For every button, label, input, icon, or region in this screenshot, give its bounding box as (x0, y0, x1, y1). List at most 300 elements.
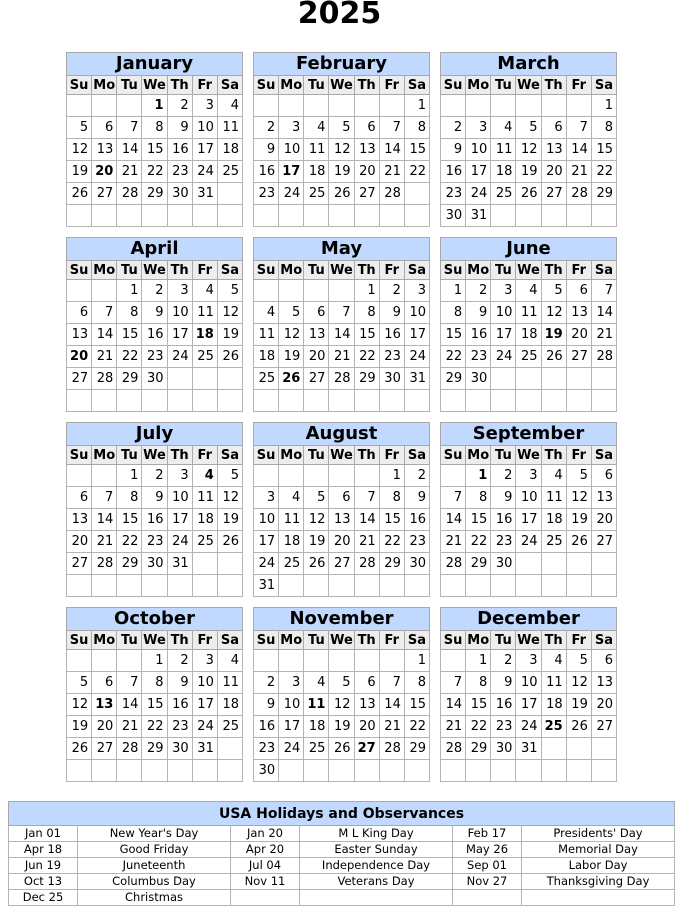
weekday-header: Fr (379, 631, 404, 650)
day-cell: 24 (404, 346, 429, 368)
day-cell: 28 (354, 553, 379, 575)
day-cell: 28 (117, 183, 142, 205)
day-cell: 4 (254, 302, 279, 324)
day-cell: 11 (541, 487, 566, 509)
empty-cell (566, 738, 591, 760)
empty-cell (404, 390, 429, 412)
day-cell: 21 (379, 716, 404, 738)
day-cell: 29 (441, 368, 466, 390)
weekday-header: Mo (280, 77, 303, 93)
day-cell: 27 (92, 738, 117, 760)
empty-cell (254, 95, 279, 117)
empty-cell (516, 760, 541, 782)
empty-cell (279, 280, 304, 302)
day-cell: 19 (516, 161, 541, 183)
day-cell: 19 (329, 716, 354, 738)
day-cell: 11 (516, 302, 541, 324)
empty-cell (329, 760, 354, 782)
day-cell: 2 (142, 280, 167, 302)
weekday-header: Tu (117, 446, 142, 465)
empty-cell (441, 390, 466, 412)
holiday-row (9, 874, 675, 890)
day-cell: 22 (379, 531, 404, 553)
day-cell: 27 (92, 183, 117, 205)
empty-cell (516, 368, 541, 390)
weekday-header: Fr (192, 446, 217, 465)
weekday-header: Mo (467, 262, 490, 278)
day-cell: 20 (566, 324, 591, 346)
day-cell: 5 (217, 465, 242, 487)
holiday-date: May 26 (453, 842, 522, 858)
day-cell: 25 (192, 531, 217, 553)
day-cell: 21 (117, 716, 142, 738)
empty-cell (304, 95, 329, 117)
day-cell: 28 (566, 183, 591, 205)
holiday-name: Juneteenth (78, 858, 231, 874)
empty-cell (92, 280, 117, 302)
day-cell: 25 (279, 553, 304, 575)
day-cell: 13 (92, 139, 117, 161)
day-cell: 18 (516, 324, 541, 346)
day-cell: 21 (379, 161, 404, 183)
day-cell: 15 (404, 694, 429, 716)
day-cell: 15 (354, 324, 379, 346)
empty-cell (117, 390, 142, 412)
empty-cell (304, 390, 329, 412)
day-cell: 1 (142, 650, 167, 672)
day-cell: 12 (67, 694, 92, 716)
day-cell: 2 (491, 465, 516, 487)
empty-cell (379, 205, 404, 227)
month-name: July (67, 423, 243, 446)
empty-cell (566, 553, 591, 575)
day-cell: 15 (466, 509, 491, 531)
day-cell: 31 (404, 368, 429, 390)
weekday-header: Sa (404, 76, 429, 95)
day-cell: 20 (304, 346, 329, 368)
day-cell: 24 (254, 553, 279, 575)
day-cell: 4 (516, 280, 541, 302)
weekday-header: Fr (379, 446, 404, 465)
day-cell: 9 (142, 302, 167, 324)
empty-cell (404, 575, 429, 597)
day-cell: 18 (217, 139, 242, 161)
day-cell: 14 (92, 509, 117, 531)
day-cell: 3 (516, 650, 541, 672)
day-cell: 20 (541, 161, 566, 183)
day-cell: 13 (329, 509, 354, 531)
day-cell: 30 (142, 368, 167, 390)
empty-cell (354, 390, 379, 412)
holiday-date: Sep 01 (453, 858, 522, 874)
empty-cell (541, 760, 566, 782)
day-cell: 6 (304, 302, 329, 324)
empty-cell (67, 95, 92, 117)
day-cell: 9 (491, 672, 516, 694)
month-november (253, 607, 430, 782)
day-cell: 10 (167, 487, 192, 509)
day-cell: 17 (516, 509, 541, 531)
day-cell: 1 (466, 650, 491, 672)
empty-cell (379, 760, 404, 782)
empty-cell (522, 890, 675, 906)
day-cell: 2 (167, 650, 192, 672)
month-name: February (254, 53, 430, 76)
weekday-header: We (143, 77, 166, 93)
empty-cell (591, 205, 616, 227)
empty-cell (541, 205, 566, 227)
day-cell: 22 (142, 716, 167, 738)
empty-cell (192, 553, 217, 575)
day-cell: 15 (404, 139, 429, 161)
month-name: December (441, 608, 617, 631)
empty-cell (279, 465, 304, 487)
empty-cell (217, 553, 242, 575)
day-cell: 3 (279, 117, 304, 139)
holiday-name: New Year's Day (78, 826, 231, 842)
day-cell: 20 (67, 531, 92, 553)
day-cell: 12 (217, 487, 242, 509)
day-cell: 3 (516, 465, 541, 487)
day-cell: 14 (441, 694, 466, 716)
weekday-header: Su (441, 261, 466, 280)
day-cell: 13 (304, 324, 329, 346)
day-cell: 8 (591, 117, 616, 139)
day-cell: 29 (142, 738, 167, 760)
day-cell: 19 (541, 324, 566, 346)
empty-cell (92, 575, 117, 597)
weekday-header: Tu (491, 631, 516, 650)
empty-cell (92, 465, 117, 487)
day-cell: 18 (541, 694, 566, 716)
day-cell: 22 (117, 346, 142, 368)
day-cell: 22 (404, 716, 429, 738)
day-cell: 4 (279, 487, 304, 509)
empty-cell (491, 575, 516, 597)
day-cell: 5 (516, 117, 541, 139)
empty-cell (354, 95, 379, 117)
day-cell: 13 (354, 139, 379, 161)
day-cell: 13 (354, 694, 379, 716)
day-cell: 7 (117, 672, 142, 694)
weekday-header: Tu (117, 76, 142, 95)
day-cell: 21 (441, 716, 466, 738)
day-cell: 14 (566, 139, 591, 161)
empty-cell (354, 205, 379, 227)
weekday-header: Sa (404, 261, 429, 280)
day-cell: 25 (541, 716, 566, 738)
day-cell: 17 (516, 694, 541, 716)
empty-cell (541, 390, 566, 412)
holiday-row (9, 842, 675, 858)
empty-cell (167, 205, 192, 227)
day-cell: 9 (142, 487, 167, 509)
month-july (66, 422, 243, 597)
month-october (66, 607, 243, 782)
day-cell: 29 (466, 738, 491, 760)
weekday-header: Tu (117, 261, 142, 280)
weekday-header: Su (67, 631, 92, 650)
month-name: August (254, 423, 430, 446)
day-cell: 2 (254, 117, 279, 139)
empty-cell (231, 890, 300, 906)
holiday-date: Feb 17 (453, 826, 522, 842)
weekday-header: Fr (566, 446, 591, 465)
weekday-header: Tu (491, 446, 516, 465)
day-cell: 11 (217, 117, 242, 139)
empty-cell (379, 575, 404, 597)
day-cell: 20 (591, 694, 616, 716)
empty-cell (453, 890, 522, 906)
empty-cell (566, 390, 591, 412)
day-cell: 3 (167, 465, 192, 487)
day-cell: 14 (441, 509, 466, 531)
day-cell: 1 (142, 95, 167, 117)
empty-cell (192, 205, 217, 227)
day-cell: 24 (192, 161, 217, 183)
day-cell: 25 (541, 531, 566, 553)
day-cell: 3 (254, 487, 279, 509)
day-cell: 18 (304, 161, 329, 183)
day-cell: 29 (117, 368, 142, 390)
day-cell: 8 (117, 302, 142, 324)
day-cell: 31 (167, 553, 192, 575)
empty-cell (167, 760, 192, 782)
day-cell: 7 (566, 117, 591, 139)
empty-cell (354, 650, 379, 672)
day-cell: 31 (192, 738, 217, 760)
day-cell: 12 (329, 694, 354, 716)
empty-cell (541, 738, 566, 760)
day-cell: 26 (217, 346, 242, 368)
holiday-name: Independence Day (300, 858, 453, 874)
weekday-header: We (517, 262, 540, 278)
day-cell: 17 (279, 716, 304, 738)
day-cell: 11 (304, 694, 329, 716)
day-cell: 21 (92, 346, 117, 368)
day-cell: 22 (354, 346, 379, 368)
weekday-header: Th (354, 261, 379, 280)
day-cell: 25 (491, 183, 516, 205)
month-name: June (441, 238, 617, 261)
empty-cell (379, 390, 404, 412)
day-cell: 29 (404, 738, 429, 760)
empty-cell (279, 205, 304, 227)
weekday-header: We (517, 447, 540, 463)
empty-cell (541, 368, 566, 390)
day-cell: 1 (404, 650, 429, 672)
day-cell: 20 (329, 531, 354, 553)
day-cell: 14 (329, 324, 354, 346)
empty-cell (541, 553, 566, 575)
empty-cell (354, 760, 379, 782)
month-march (440, 52, 617, 227)
weekday-header: Th (354, 446, 379, 465)
empty-cell (117, 760, 142, 782)
day-cell: 14 (379, 139, 404, 161)
day-cell: 8 (117, 487, 142, 509)
weekday-header: Mo (467, 77, 490, 93)
empty-cell (466, 575, 491, 597)
empty-cell (217, 575, 242, 597)
day-cell: 25 (254, 368, 279, 390)
empty-cell (591, 368, 616, 390)
holiday-date: Apr 20 (231, 842, 300, 858)
weekday-header: Sa (217, 261, 242, 280)
empty-cell (329, 575, 354, 597)
day-cell: 5 (566, 650, 591, 672)
month-june (440, 237, 617, 412)
day-cell: 6 (354, 672, 379, 694)
day-cell: 27 (566, 346, 591, 368)
day-cell: 21 (117, 161, 142, 183)
day-cell: 5 (279, 302, 304, 324)
day-cell: 28 (379, 738, 404, 760)
day-cell: 3 (192, 650, 217, 672)
day-cell: 13 (591, 672, 616, 694)
holiday-date: Jan 20 (231, 826, 300, 842)
day-cell: 16 (167, 694, 192, 716)
day-cell: 24 (516, 531, 541, 553)
day-cell: 15 (466, 694, 491, 716)
day-cell: 4 (491, 117, 516, 139)
empty-cell (67, 575, 92, 597)
day-cell: 7 (117, 117, 142, 139)
day-cell: 6 (67, 302, 92, 324)
empty-cell (92, 205, 117, 227)
empty-cell (329, 205, 354, 227)
empty-cell (491, 95, 516, 117)
day-cell: 23 (404, 531, 429, 553)
day-cell: 14 (379, 694, 404, 716)
day-cell: 1 (591, 95, 616, 117)
day-cell: 1 (441, 280, 466, 302)
day-cell: 21 (329, 346, 354, 368)
day-cell: 29 (379, 553, 404, 575)
day-cell: 27 (354, 183, 379, 205)
day-cell: 26 (566, 716, 591, 738)
day-cell: 2 (142, 465, 167, 487)
day-cell: 17 (491, 324, 516, 346)
day-cell: 30 (379, 368, 404, 390)
day-cell: 10 (192, 672, 217, 694)
day-cell: 6 (591, 465, 616, 487)
day-cell: 27 (354, 738, 379, 760)
weekday-header: We (143, 632, 166, 648)
day-cell: 26 (541, 346, 566, 368)
holiday-name: Labor Day (522, 858, 675, 874)
weekday-header: Su (254, 631, 279, 650)
month-august (253, 422, 430, 597)
empty-cell (566, 205, 591, 227)
holiday-date: Oct 13 (9, 874, 78, 890)
day-cell: 12 (279, 324, 304, 346)
day-cell: 31 (192, 183, 217, 205)
day-cell: 28 (92, 368, 117, 390)
day-cell: 30 (491, 553, 516, 575)
day-cell: 24 (167, 531, 192, 553)
empty-cell (192, 368, 217, 390)
weekday-header: Mo (280, 262, 303, 278)
day-cell: 15 (142, 694, 167, 716)
day-cell: 29 (117, 553, 142, 575)
day-cell: 14 (591, 302, 616, 324)
day-cell: 15 (379, 509, 404, 531)
holiday-name: Good Friday (78, 842, 231, 858)
empty-cell (254, 205, 279, 227)
weekday-header: Th (541, 261, 566, 280)
holiday-name: M L King Day (300, 826, 453, 842)
empty-cell (304, 650, 329, 672)
day-cell: 16 (254, 716, 279, 738)
day-cell: 17 (192, 139, 217, 161)
month-september (440, 422, 617, 597)
day-cell: 12 (566, 672, 591, 694)
day-cell: 2 (466, 280, 491, 302)
day-cell: 2 (441, 117, 466, 139)
day-cell: 6 (329, 487, 354, 509)
day-cell: 23 (254, 183, 279, 205)
empty-cell (279, 390, 304, 412)
day-cell: 25 (304, 738, 329, 760)
day-cell: 21 (591, 324, 616, 346)
day-cell: 16 (466, 324, 491, 346)
day-cell: 19 (279, 346, 304, 368)
day-cell: 9 (466, 302, 491, 324)
day-cell: 16 (142, 324, 167, 346)
empty-cell (254, 650, 279, 672)
empty-cell (591, 760, 616, 782)
weekday-header: We (517, 632, 540, 648)
holiday-name: Christmas (78, 890, 231, 906)
day-cell: 6 (591, 650, 616, 672)
month-name: January (67, 53, 243, 76)
day-cell: 10 (516, 672, 541, 694)
day-cell: 23 (466, 346, 491, 368)
day-cell: 17 (466, 161, 491, 183)
holiday-date: Dec 25 (9, 890, 78, 906)
day-cell: 27 (67, 368, 92, 390)
day-cell: 13 (67, 324, 92, 346)
day-cell: 4 (217, 95, 242, 117)
weekday-header: Th (167, 446, 192, 465)
weekday-header: Su (441, 631, 466, 650)
day-cell: 10 (279, 694, 304, 716)
holiday-name: Easter Sunday (300, 842, 453, 858)
day-cell: 15 (591, 139, 616, 161)
day-cell: 22 (142, 161, 167, 183)
day-cell: 27 (304, 368, 329, 390)
day-cell: 30 (404, 553, 429, 575)
weekday-header: We (330, 632, 353, 648)
day-cell: 12 (304, 509, 329, 531)
day-cell: 7 (441, 487, 466, 509)
weekday-header: Tu (304, 261, 329, 280)
day-cell: 22 (591, 161, 616, 183)
day-cell: 24 (192, 716, 217, 738)
month-may (253, 237, 430, 412)
day-cell: 8 (466, 672, 491, 694)
day-cell: 12 (516, 139, 541, 161)
day-cell: 24 (516, 716, 541, 738)
day-cell: 8 (379, 487, 404, 509)
day-cell: 12 (217, 302, 242, 324)
day-cell: 11 (491, 139, 516, 161)
day-cell: 19 (217, 324, 242, 346)
empty-cell (92, 390, 117, 412)
empty-cell (354, 575, 379, 597)
day-cell: 11 (192, 302, 217, 324)
